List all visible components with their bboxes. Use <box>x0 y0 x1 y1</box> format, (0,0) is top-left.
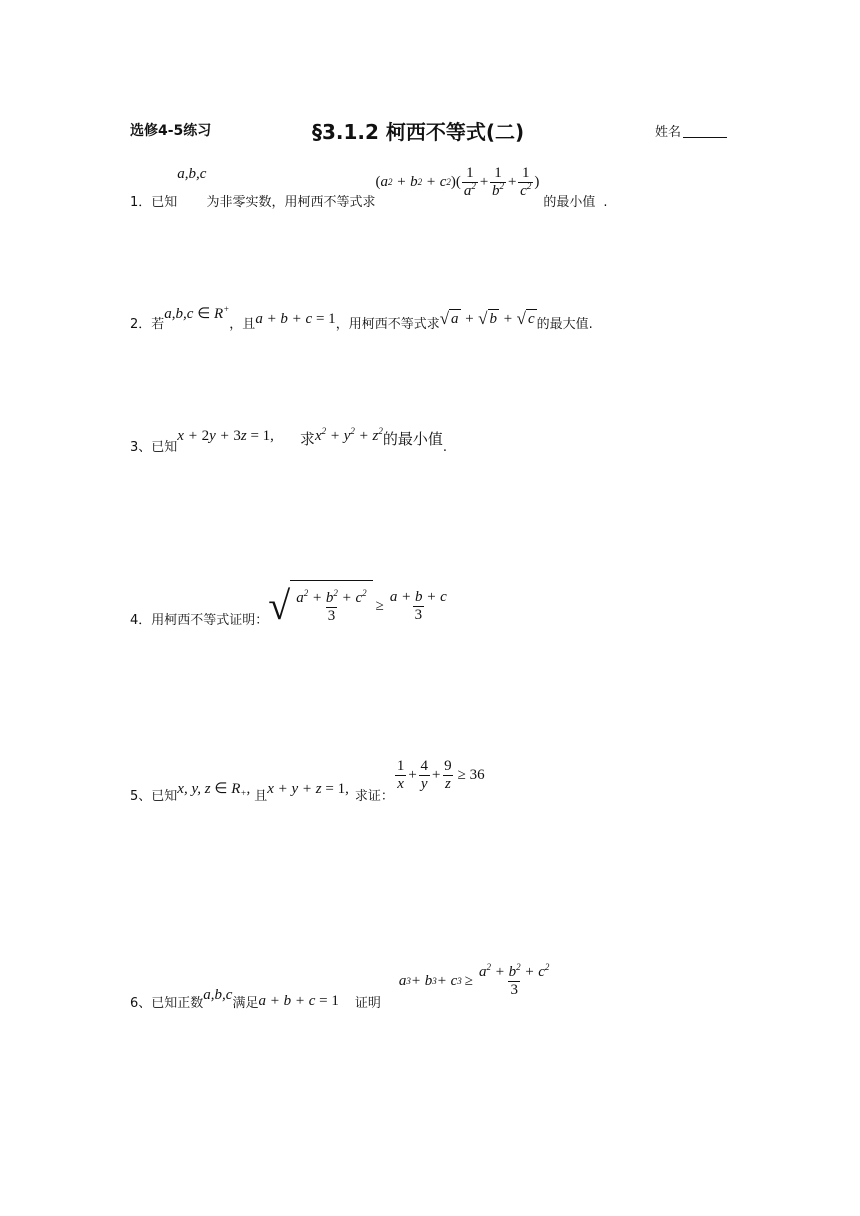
problem-number: 3、 <box>130 440 152 455</box>
math-condition: x + y + z = 1, <box>267 781 349 797</box>
problem-text: 证明 <box>354 996 381 1011</box>
name-label: 姓名 <box>655 125 682 140</box>
problem-text: 用柯西不等式证明： <box>151 613 269 628</box>
math-inequality: $\frac{1}{x}$ + $\frac{4}{y}$ + $\frac{9}{z}$ ≥ 36 <box>396 757 485 792</box>
math-variables: a,b,c <box>177 166 207 182</box>
problem-3 <box>130 428 447 456</box>
problem-1 <box>130 160 607 216</box>
name-blank-line <box>683 127 727 138</box>
math-condition: a + b + c = 1 <box>258 993 339 1009</box>
problem-text: 求 <box>299 430 315 448</box>
math-expression: ( a 2 + b 2 + c 2 )( $\frac{1}{a^2}$ + $\frac{1}{b^2}$ + $\frac{1}{c^2}$ ) <box>375 164 540 199</box>
problem-text: . <box>442 440 448 455</box>
problem-text: 求证： <box>354 789 394 804</box>
problem-text: ，且 <box>229 317 256 332</box>
math-set: a,b,c ∈ R+ <box>164 304 230 322</box>
header-course: 选修4-5练习 <box>130 123 212 139</box>
math-set: x, y, z ∈ $R_+$, <box>177 781 251 798</box>
problem-number: 4． <box>130 613 152 628</box>
math-expression: $x^2 + y^2 + z^2$ <box>314 426 383 444</box>
problem-number: 1． <box>130 195 152 210</box>
problem-2 <box>130 304 593 334</box>
math-condition: a + b + c = 1 <box>255 310 336 327</box>
problem-text: 为非零实数，用柯西不等式求 <box>206 195 376 210</box>
problem-text: 的最小值 <box>382 430 443 448</box>
problem-number: 2． <box>130 317 152 332</box>
math-variables: a,b,c <box>203 987 233 1003</box>
problem-text: 已知正数 <box>151 996 204 1011</box>
problem-text: 已知 <box>151 440 178 455</box>
problem-text: 满足 <box>232 996 259 1011</box>
math-condition: x + 2y + 3z = 1, <box>177 428 274 444</box>
problem-text: 已知 <box>151 195 178 210</box>
problem-text: 的最大值. <box>536 317 593 332</box>
problem-6 <box>130 962 552 1012</box>
problem-text: 若 <box>151 317 165 332</box>
problem-text: 且 <box>254 789 268 804</box>
page-title: §3.1.2 柯西不等式(二) <box>312 120 525 144</box>
math-expression: √ a + √ b + √ c <box>439 309 535 328</box>
problem-text: . <box>603 195 608 210</box>
problem-4 <box>130 578 450 634</box>
math-inequality: a 3 + b 3 + c 3 ≥ $\frac{a^2 + b^2 + c^2}{3}$ <box>398 961 550 998</box>
problem-number: 5、 <box>130 789 152 804</box>
problem-text: 已知 <box>151 789 178 804</box>
problem-number: 6、 <box>130 996 152 1011</box>
math-inequality: √ $\frac{a^2 + b^2 + c^2}{3}$ ≥ $\frac{a + b + c}{3}$ <box>268 580 450 632</box>
problem-5 <box>130 758 488 806</box>
problem-text: ，用柯西不等式求 <box>335 317 440 332</box>
name-field <box>655 121 727 140</box>
problem-text: 的最小值 <box>543 195 596 210</box>
